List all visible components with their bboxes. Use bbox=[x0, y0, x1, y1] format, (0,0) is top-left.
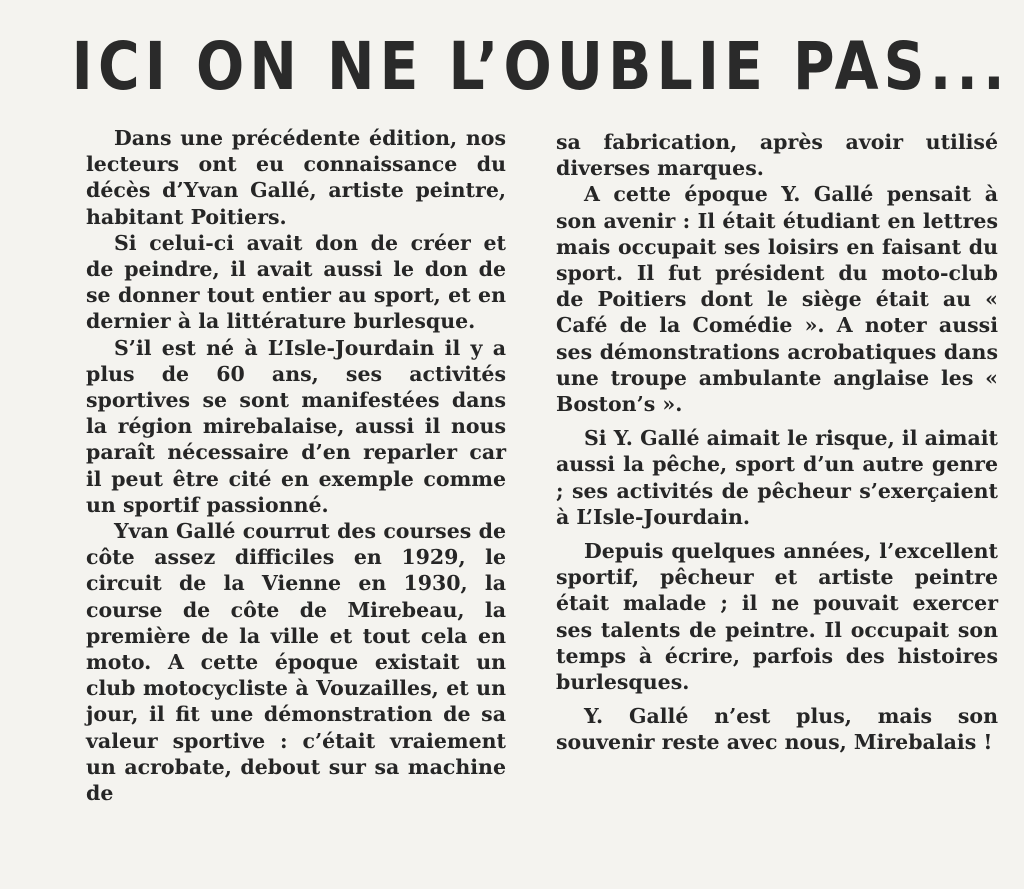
paragraph-6: Si Y. Gallé aimait le risque, il aimait aussi la pêche, sport d’un autre genre ; ses activités de pêcheur s’exerçaient à L’Isle-Jourdain. bbox=[556, 426, 998, 529]
paragraph-8: Y. Gallé n’est plus, mais son souvenir reste avec nous, Mirebalais ! bbox=[556, 704, 998, 755]
paragraph-7: Depuis quelques années, l’excellent sportif, pêcheur et artiste peintre était malade ; il ne pouvait exercer ses talents de peintre. Il occupait son temps à écrire, parfois des histoires burlesques. bbox=[556, 539, 998, 695]
paragraph-2: Si celui-ci avait don de créer et de peindre, il avait aussi le don de se donner tout entier au sport, et en dernier à la littérature burlesque. bbox=[86, 230, 506, 334]
left-column bbox=[86, 125, 506, 806]
paragraph-3: S’il est né à L’Isle-Jourdain il y a plus de 60 ans, ses activités sportives se sont manifestées dans la région mirebalaise, aussi il nous paraît nécessaire d’en reparler car il peut être cité en exemple comme un sportif passionné. bbox=[86, 335, 506, 517]
paragraph-1: Dans une précédente édition, nos lecteurs ont eu connaissance du décès d’Yvan Gallé, artiste peintre, habitant Poitiers. bbox=[86, 126, 506, 229]
right-column bbox=[556, 129, 998, 756]
paragraph-5: A cette époque Y. Gallé pensait à son avenir : Il était étudiant en lettres mais occupait ses loisirs en faisant du sport. Il fut président du moto-club de Poitiers dont le siège était au « Café de la Comédie ». A noter aussi ses démonstrations acrobatiques dans une troupe ambulante anglaise les « Boston’s ». bbox=[556, 182, 998, 417]
paragraph-4: Yvan Gallé courrut des courses de côte assez difficiles en 1929, le circuit de la Vienne en 1930, la course de côte de Mirebeau, la première de la ville et tout cela en moto. A cette époque existait un club motocycliste à Vouzailles, et un jour, il fit une démonstration de sa valeur sportive : c’était vraiement un acrobate, debout sur sa machine de bbox=[86, 519, 506, 806]
headline: ICI ON NE L’OUBLIE PAS... bbox=[71, 28, 1010, 105]
paragraph-4-continued: sa fabrication, après avoir utilisé diverses marques. bbox=[556, 130, 998, 181]
